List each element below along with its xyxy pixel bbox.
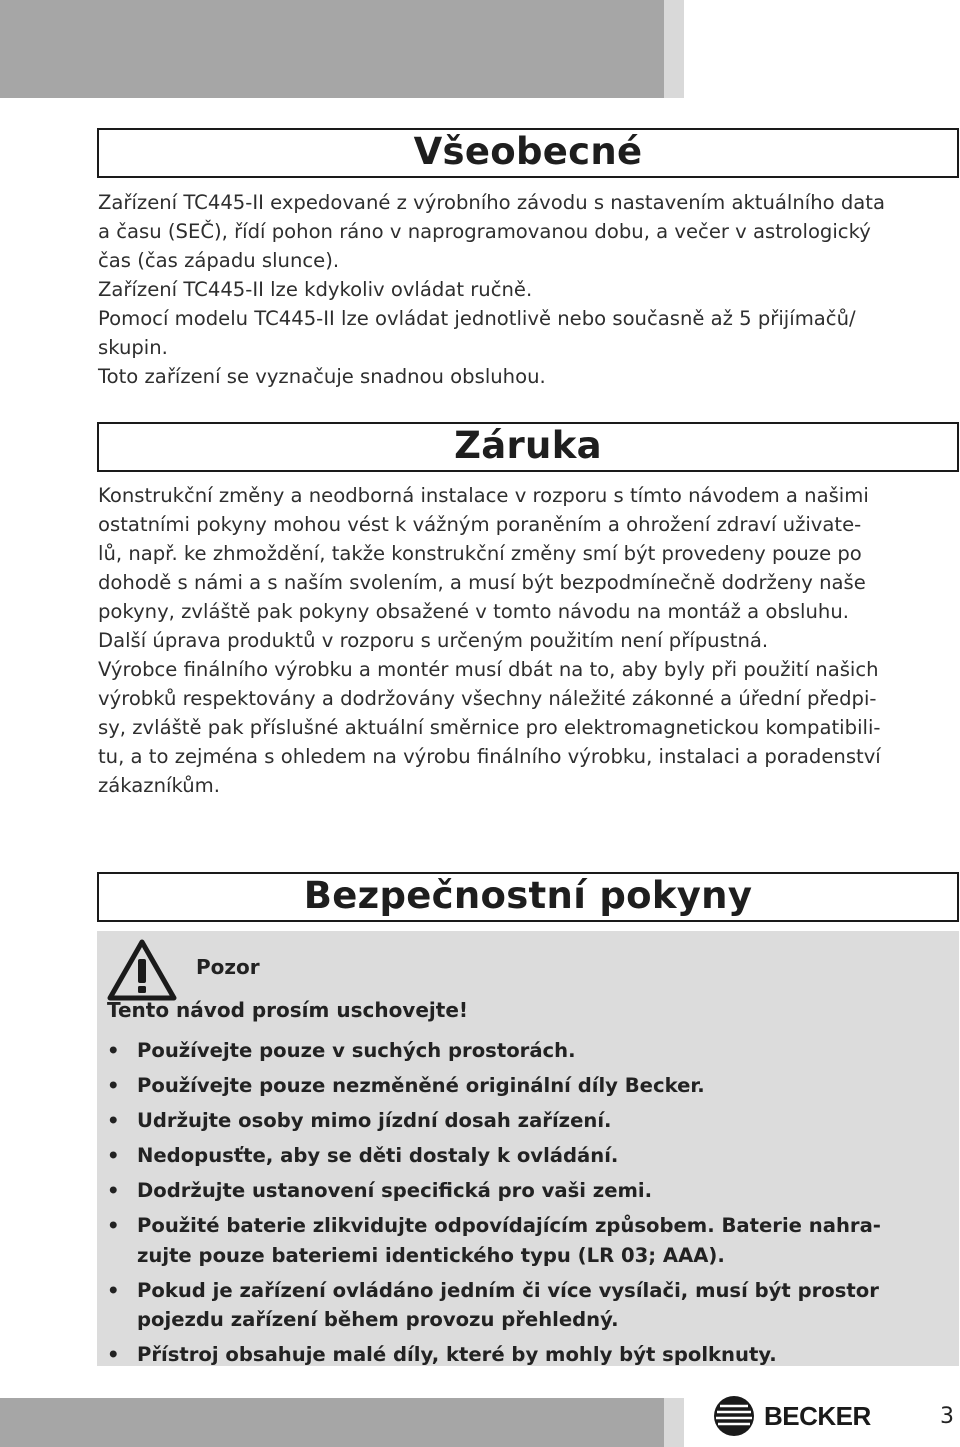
warranty-title: Záruka xyxy=(454,424,602,467)
list-item: • Pokud je zařízení ovládáno jedním či více vysílači, musí být prostor pojezdu zařízení během provozu přehledný. xyxy=(107,1276,952,1335)
general-title: Všeobecné xyxy=(413,130,643,173)
warranty-text xyxy=(98,481,960,800)
list-item: • Používejte pouze nezměněné originální díly Becker. xyxy=(107,1071,952,1101)
text-line: tu, a to zejména s ohledem na výrobu finálního výrobku, instalaci a poradenství xyxy=(98,745,881,768)
text-line: pokyny, zvláště pak pokyny obsažené v tomto návodu na montáž a obsluhu. xyxy=(98,600,849,623)
general-text xyxy=(98,188,960,391)
text-line: a času (SEČ), řídí pohon ráno v naprogramovanou dobu, a večer v astrologický xyxy=(98,220,871,243)
safety-title: Bezpečnostní pokyny xyxy=(303,874,753,917)
becker-logo xyxy=(712,1393,871,1439)
text-line: zákazníkům. xyxy=(98,774,220,797)
safety-warning-box xyxy=(97,931,959,1366)
warning-triangle-icon xyxy=(107,939,177,1001)
safety-bullet-list xyxy=(107,1036,952,1375)
list-item: • Nedopusťte, aby se děti dostaly k ovládání. xyxy=(107,1141,952,1171)
text-line: Výrobce finálního výrobku a montér musí dbát na to, aby byly při použití našich xyxy=(98,658,879,681)
text-line: dohodě s námi a s naším svolením, a musí být bezpodmínečně dodrženy naše xyxy=(98,571,866,594)
brand-name: BECKER xyxy=(764,1400,871,1431)
text-line: výrobků respektovány a dodržovány všechny náležité zákonné a úřední předpi- xyxy=(98,687,877,710)
list-item: • Přístroj obsahuje malé díly, které by mohly být spolknuty. xyxy=(107,1340,952,1370)
section-heading-warranty xyxy=(97,422,959,472)
becker-logo-icon xyxy=(712,1394,756,1438)
section-heading-safety xyxy=(97,872,959,922)
list-item: • Použité baterie zlikvidujte odpovídajícím způsobem. Baterie nahra- zujte pouze bateriemi identického typu (LR 03; AAA). xyxy=(107,1211,952,1270)
list-item: • Dodržujte ustanovení specifická pro vaši zemi. xyxy=(107,1176,952,1206)
text-line: čas (čas západu slunce). xyxy=(98,249,340,272)
text-line: lů, např. ke zhmoždění, takže konstrukční změny smí být provedeny pouze po xyxy=(98,542,862,565)
footer-bar xyxy=(0,1398,664,1447)
text-line: Zařízení TC445-II lze kdykoliv ovládat ručně. xyxy=(98,278,533,301)
text-line: Další úprava produktů v rozporu s určeným použitím není přípustná. xyxy=(98,629,769,652)
section-heading-general xyxy=(97,128,959,178)
header-bar xyxy=(0,0,664,98)
warning-label: Pozor xyxy=(196,955,260,979)
text-line: Zařízení TC445-II expedované z výrobního závodu s nastavením aktuálního data xyxy=(98,191,885,214)
header-bar-accent xyxy=(664,0,684,98)
footer-bar-accent xyxy=(664,1398,684,1447)
list-item: • Udržujte osoby mimo jízdní dosah zařízení. xyxy=(107,1106,952,1136)
page-number: 3 xyxy=(940,1404,954,1429)
text-line: Toto zařízení se vyznačuje snadnou obsluhou. xyxy=(98,365,546,388)
text-line: skupin. xyxy=(98,336,168,359)
text-line: ostatními pokyny mohou vést k vážným poraněním a ohrožení zdraví uživate- xyxy=(98,513,862,536)
text-line: Konstrukční změny a neodborná instalace v rozporu s tímto návodem a našimi xyxy=(98,484,869,507)
warning-intro: Tento návod prosím uschovejte! xyxy=(107,998,469,1022)
text-line: sy, zvláště pak příslušné aktuální směrnice pro elektromagnetickou kompatibili- xyxy=(98,716,881,739)
text-line: Pomocí modelu TC445-II lze ovládat jednotlivě nebo současně až 5 přijímačů/ xyxy=(98,307,856,330)
list-item: • Používejte pouze v suchých prostorách. xyxy=(107,1036,952,1066)
